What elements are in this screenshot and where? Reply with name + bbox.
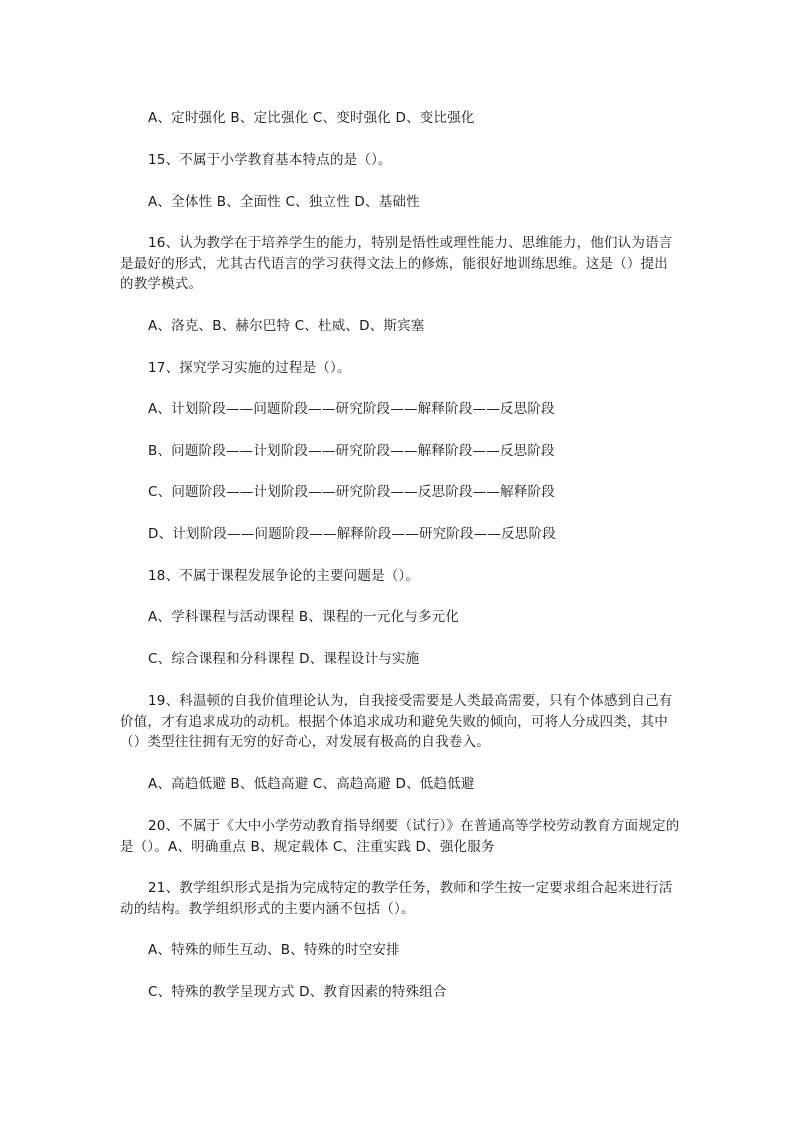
- question-19: 19、科温顿的自我价值理论认为，自我接受需要是人类最高需要，只有个体感到自己有价值，才有追求成功的动机。根据个体追求成功和避免失败的倾向，可将人分成四类，其中（）类型往往拥有无穷的好奇心，对发展有极高的自我卷入。: [120, 693, 673, 750]
- question-21: 21、教学组织形式是指为完成特定的教学任务，教师和学生按一定要求组合起来进行活动的结构。教学组织形式的主要内涵不包括（）。: [120, 880, 673, 917]
- question-16: 16、认为教学在于培养学生的能力，特别是悟性或理性能力、思维能力，他们认为语言是最好的形式，尤其古代语言的学习获得文法上的修炼，能很好地训练思维。这是（）提出的教学模式。: [120, 235, 673, 292]
- option-line-q14: A、定时强化 B、定比强化 C、变时强化 D、变比强化: [148, 110, 475, 126]
- option-b-q17: B、问题阶段——计划阶段——研究阶段——解释阶段——反思阶段: [148, 443, 555, 459]
- option-line-ab-q18: A、学科课程与活动课程 B、课程的一元化与多元化: [148, 609, 460, 625]
- option-a-q17: A、计划阶段——问题阶段——研究阶段——解释阶段——反思阶段: [148, 401, 555, 417]
- option-c-q17: C、问题阶段——计划阶段——研究阶段——反思阶段——解释阶段: [148, 484, 555, 500]
- question-20: 20、不属于《大中小学劳动教育指导纲要（试行）》在普通高等学校劳动教育方面规定的是（）。A、明确重点 B、规定载体 C、注重实践 D、强化服务: [120, 818, 680, 855]
- option-line-q15: A、全体性 B、全面性 C、独立性 D、基础性: [148, 194, 420, 210]
- question-15: 15、不属于小学教育基本特点的是（）。: [148, 152, 392, 168]
- option-d-q17: D、计划阶段——问题阶段——解释阶段——研究阶段——反思阶段: [148, 526, 556, 542]
- question-17: 17、探究学习实施的过程是（）。: [148, 360, 351, 376]
- question-18: 18、不属于课程发展争论的主要问题是（）。: [148, 568, 420, 584]
- option-line-q19: A、高趋低避 B、低趋高避 C、高趋高避 D、低趋低避: [148, 776, 475, 792]
- option-line-q16: A、洛克、B、赫尔巴特 C、杜威、D、斯宾塞: [148, 318, 425, 334]
- option-line-ab-q21: A、特殊的师生互动、B、特殊的时空安排: [148, 942, 400, 958]
- option-line-cd-q21: C、特殊的教学呈现方式 D、教育因素的特殊组合: [148, 984, 447, 1000]
- option-line-cd-q18: C、综合课程和分科课程 D、课程设计与实施: [148, 651, 420, 667]
